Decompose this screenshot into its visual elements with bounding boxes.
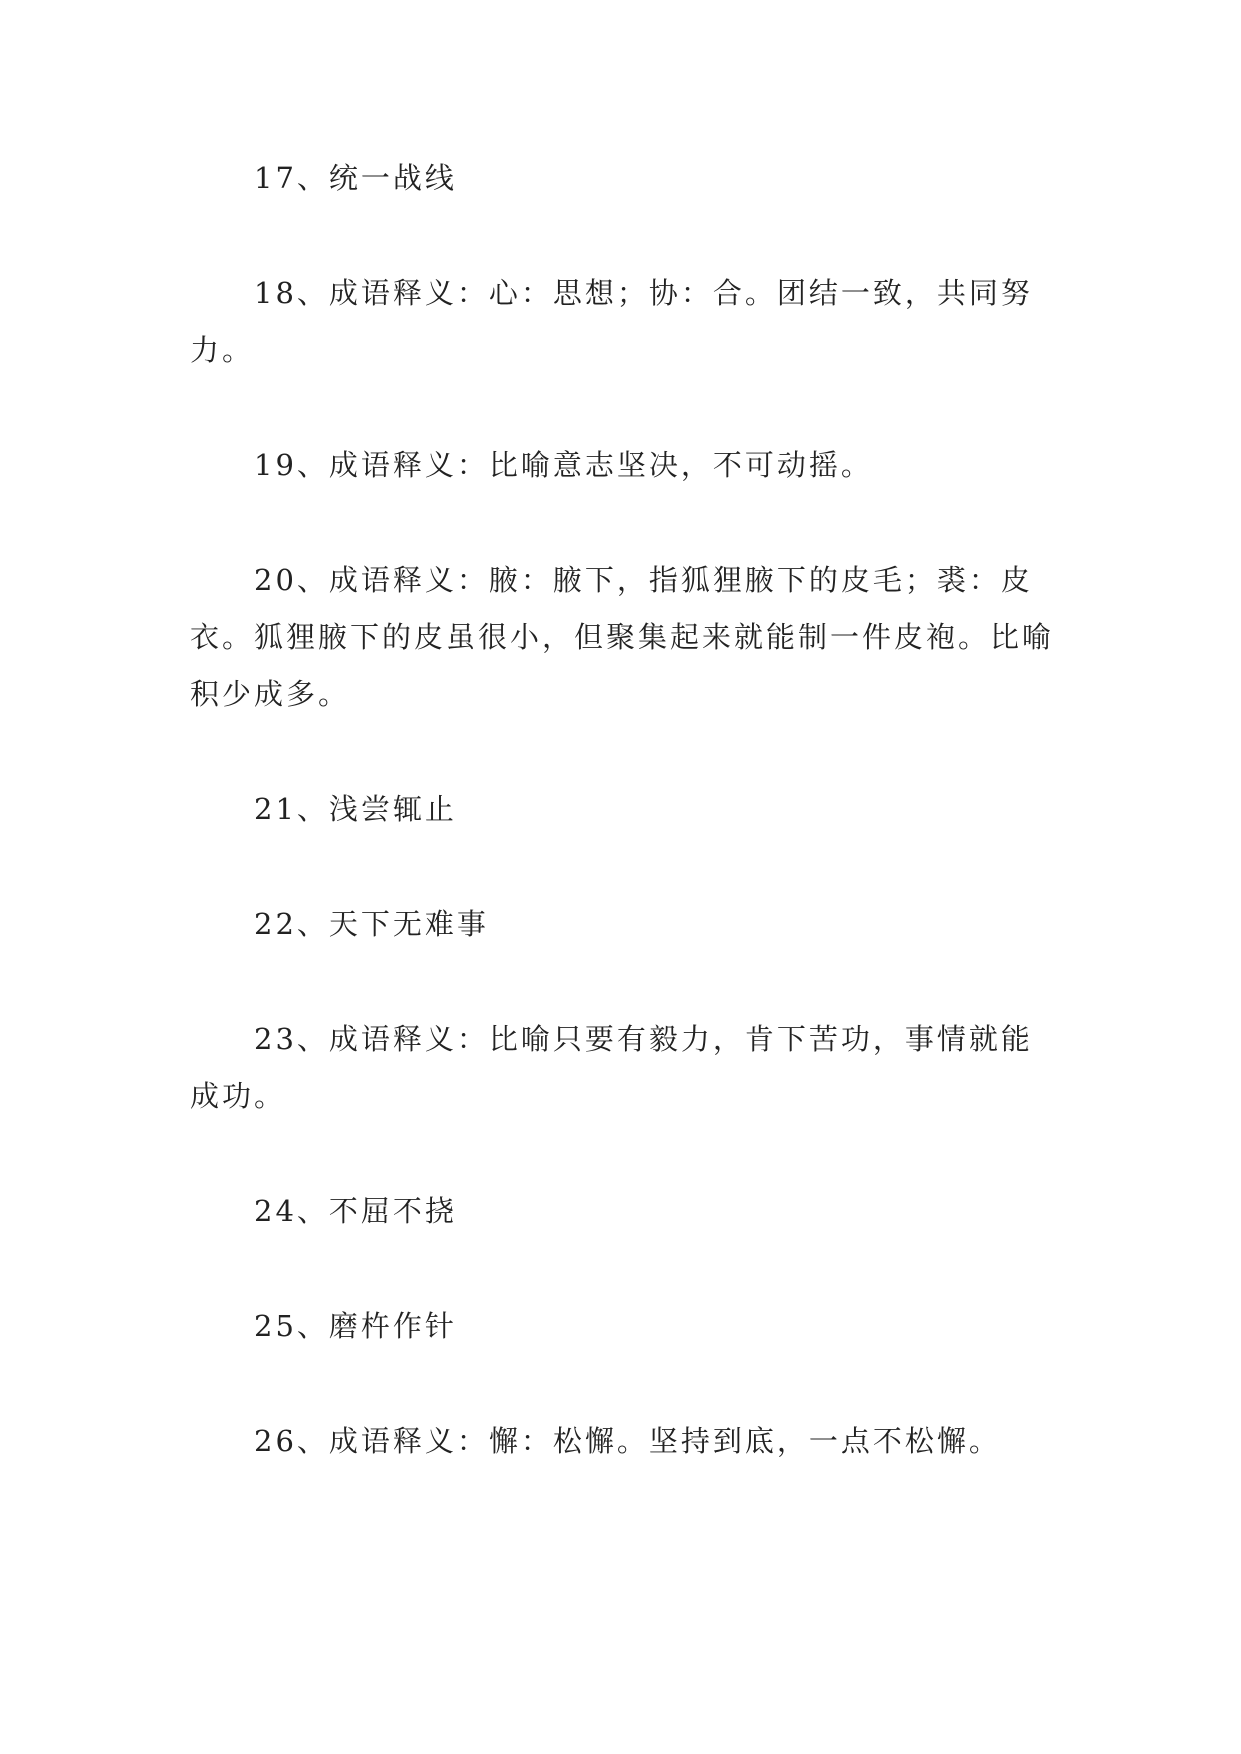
list-item-21: 21、浅尝辄止 bbox=[254, 792, 457, 826]
document-body bbox=[190, 150, 1054, 1470]
list-item-22: 22、天下无难事 bbox=[254, 907, 489, 941]
list-item-18: 18、成语释义：心：思想；协：合。团结一致，共同努力。 bbox=[190, 276, 1033, 367]
list-item-25: 25、磨杵作针 bbox=[254, 1309, 457, 1343]
list-item-23: 23、成语释义：比喻只要有毅力，肯下苦功，事情就能成功。 bbox=[190, 1022, 1033, 1113]
list-item-20: 20、成语释义：腋：腋下，指狐狸腋下的皮毛；裘：皮衣。狐狸腋下的皮虽很小，但聚集起来就能制一件皮袍。比喻积少成多。 bbox=[190, 563, 1055, 711]
list-item-19: 19、成语释义：比喻意志坚决，不可动摇。 bbox=[254, 448, 873, 482]
list-item-26: 26、成语释义：懈：松懈。坚持到底，一点不松懈。 bbox=[254, 1424, 1001, 1458]
list-item-24: 24、不屈不挠 bbox=[254, 1194, 457, 1228]
list-item-17: 17、统一战线 bbox=[254, 161, 457, 195]
